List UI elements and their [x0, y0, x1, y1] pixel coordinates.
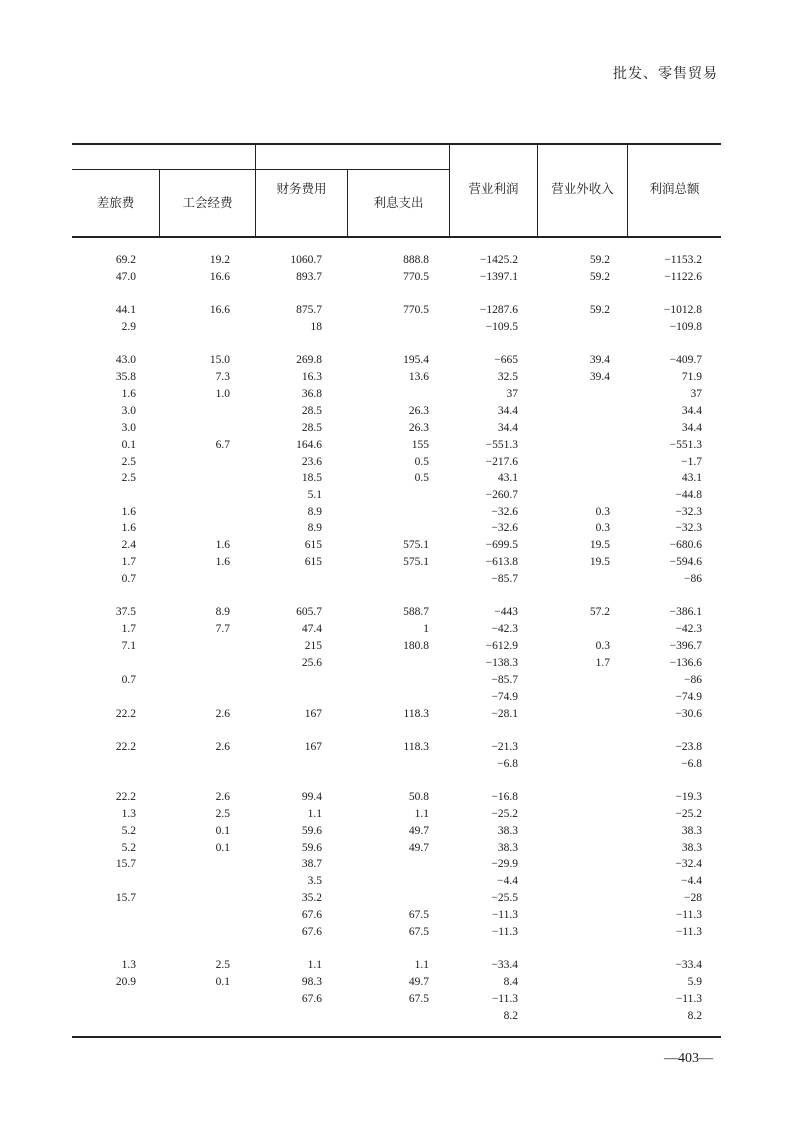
- table-cell: −86: [684, 573, 702, 585]
- table-cell: 37.5: [115, 606, 136, 618]
- table-cell: 1.7: [121, 556, 136, 568]
- table-cell: 43.0: [115, 354, 136, 366]
- table-cell: 47.0: [115, 271, 136, 283]
- table-cell: −409.7: [669, 354, 702, 366]
- table-cell: 38.7: [301, 858, 322, 870]
- table-cell: −396.7: [669, 640, 702, 652]
- table-cell: −11.3: [675, 993, 702, 1005]
- table-row: [72, 520, 721, 536]
- table-cell: −551.3: [485, 439, 518, 451]
- column-header: 营业利润: [468, 181, 519, 196]
- table-cell: 98.3: [301, 976, 322, 988]
- table-cell: −85.7: [491, 674, 518, 686]
- table-cell: 1060.7: [290, 254, 322, 266]
- table-cell: −74.9: [491, 691, 518, 703]
- table-cell: −28: [684, 892, 702, 904]
- table-cell: 167: [304, 708, 322, 720]
- table-cell: 22.2: [115, 741, 136, 753]
- table-cell: 22.2: [115, 791, 136, 803]
- table-cell: 37: [506, 388, 518, 400]
- table-cell: 26.3: [408, 405, 429, 417]
- table-row: [72, 840, 721, 856]
- table-cell: 269.8: [296, 354, 322, 366]
- table-cell: 3.5: [307, 875, 322, 887]
- table-cell: −1287.6: [479, 304, 518, 316]
- table-cell: 575.1: [403, 539, 429, 551]
- table-cell: 15.0: [209, 354, 230, 366]
- table-cell: 38.3: [681, 842, 702, 854]
- table-cell: 0.1: [215, 976, 230, 988]
- table-cell: 67.5: [408, 926, 429, 938]
- table-cell: 8.4: [503, 976, 518, 988]
- table-cell: 7.3: [215, 371, 230, 383]
- page-number: —403—: [664, 1051, 713, 1066]
- table-cell: 26.3: [408, 422, 429, 434]
- footer-rule: [72, 1036, 721, 1038]
- table-cell: 2.4: [121, 539, 136, 551]
- table-row: [72, 386, 721, 402]
- table-cell: −1425.2: [479, 254, 518, 266]
- table-cell: 2.5: [215, 808, 230, 820]
- table-cell: −594.6: [669, 556, 702, 568]
- table-cell: 6.7: [215, 439, 230, 451]
- table-cell: 575.1: [403, 556, 429, 568]
- table-cell: −138.3: [485, 657, 518, 669]
- table-cell: −29.9: [491, 858, 518, 870]
- table-cell: −16.8: [491, 791, 518, 803]
- table-cell: 71.9: [681, 371, 702, 383]
- table-cell: −1153.2: [664, 254, 702, 266]
- table-cell: 0.1: [215, 825, 230, 837]
- table-row: [72, 604, 721, 620]
- column-header: 财务费用: [276, 181, 327, 196]
- table-cell: 25.6: [301, 657, 322, 669]
- table-row: [72, 655, 721, 671]
- table-cell: 1.0: [215, 388, 230, 400]
- table-cell: 875.7: [296, 304, 322, 316]
- table-cell: −109.8: [669, 321, 702, 333]
- table-cell: 2.5: [121, 456, 136, 468]
- table-cell: 2.6: [215, 791, 230, 803]
- table-cell: 2.5: [121, 472, 136, 484]
- column-header: 工会经费: [182, 195, 233, 210]
- table-cell: 50.8: [408, 791, 429, 803]
- table-cell: 34.4: [681, 422, 702, 434]
- table-cell: 38.3: [497, 842, 518, 854]
- table-cell: −11.3: [491, 993, 518, 1005]
- table-cell: −1397.1: [479, 271, 518, 283]
- table-cell: −11.3: [491, 909, 518, 921]
- table-cell: −74.9: [675, 691, 702, 703]
- table-row: [72, 957, 721, 973]
- table-row: [72, 856, 721, 872]
- running-header: 批发、零售贸易: [613, 66, 718, 82]
- table-cell: 67.5: [408, 909, 429, 921]
- table-cell: 1.3: [121, 959, 136, 971]
- table-row: [72, 537, 721, 553]
- table-cell: 49.7: [408, 825, 429, 837]
- table-cell: −33.4: [675, 959, 702, 971]
- header-mid-rule-left: [72, 169, 255, 170]
- table-cell: 57.2: [589, 606, 610, 618]
- table-row: [72, 403, 721, 419]
- table-cell: 7.7: [215, 623, 230, 635]
- table-cell: 1.6: [121, 506, 136, 518]
- table-cell: −32.3: [675, 506, 702, 518]
- table-cell: 28.5: [301, 405, 322, 417]
- table-cell: 0.1: [121, 439, 136, 451]
- table-cell: 20.9: [115, 976, 136, 988]
- table-row: [72, 554, 721, 570]
- table-cell: −32.6: [491, 506, 518, 518]
- table-row: [72, 302, 721, 318]
- table-cell: 0.3: [595, 640, 610, 652]
- table-cell: 1.6: [215, 556, 230, 568]
- table-cell: −25.5: [491, 892, 518, 904]
- table-cell: 5.2: [121, 842, 136, 854]
- table-cell: 195.4: [403, 354, 429, 366]
- table-cell: 118.3: [403, 708, 429, 720]
- column-header: 利润总额: [649, 181, 700, 196]
- table-cell: −11.3: [491, 926, 518, 938]
- table-cell: −443: [494, 606, 518, 618]
- table-cell: −25.2: [491, 808, 518, 820]
- table-cell: 67.5: [408, 993, 429, 1005]
- table-cell: 1.1: [307, 959, 322, 971]
- table-row: [72, 269, 721, 285]
- table-cell: 28.5: [301, 422, 322, 434]
- table-row: [72, 924, 721, 940]
- table-cell: 1.6: [121, 522, 136, 534]
- table-cell: 49.7: [408, 842, 429, 854]
- table-cell: 19.5: [589, 539, 610, 551]
- table-cell: 8.2: [687, 1010, 702, 1022]
- table-cell: 44.1: [115, 304, 136, 316]
- table-cell: 1.7: [595, 657, 610, 669]
- table-cell: 5.2: [121, 825, 136, 837]
- table-cell: 16.6: [209, 304, 230, 316]
- table-cell: −386.1: [669, 606, 702, 618]
- table-row: [72, 352, 721, 368]
- table-cell: 32.5: [497, 371, 518, 383]
- table-cell: 43.1: [681, 472, 702, 484]
- table-cell: −32.4: [675, 858, 702, 870]
- table-cell: 155: [411, 439, 429, 451]
- table-cell: 5.9: [687, 976, 702, 988]
- table-cell: −30.6: [675, 708, 702, 720]
- table-cell: 3.0: [121, 405, 136, 417]
- table-cell: −4.4: [681, 875, 702, 887]
- table-row: [72, 621, 721, 637]
- table-cell: 0.1: [215, 842, 230, 854]
- table-cell: −42.3: [491, 623, 518, 635]
- table-cell: 38.3: [681, 825, 702, 837]
- table-row: [72, 1008, 721, 1024]
- table-cell: 49.7: [408, 976, 429, 988]
- table-cell: 7.1: [121, 640, 136, 652]
- table-cell: 167: [304, 741, 322, 753]
- table-cell: 67.6: [301, 926, 322, 938]
- table-cell: 15.7: [115, 892, 136, 904]
- table-row: [72, 890, 721, 906]
- table-cell: 8.2: [503, 1010, 518, 1022]
- table-cell: 0.7: [121, 573, 136, 585]
- table-cell: −11.3: [675, 926, 702, 938]
- table-row: [72, 789, 721, 805]
- table-cell: 0.5: [414, 472, 429, 484]
- table-row: [72, 487, 721, 503]
- table-cell: −109.5: [485, 321, 518, 333]
- table-cell: 34.4: [681, 405, 702, 417]
- table-cell: −86: [684, 674, 702, 686]
- table-cell: −33.4: [491, 959, 518, 971]
- table-cell: 18.5: [301, 472, 322, 484]
- table-cell: 1.1: [414, 808, 429, 820]
- table-row: [72, 739, 721, 755]
- table-cell: −699.5: [485, 539, 518, 551]
- table-cell: 39.4: [589, 354, 610, 366]
- table-cell: 39.4: [589, 371, 610, 383]
- table-cell: 13.6: [408, 371, 429, 383]
- table-cell: 35.8: [115, 371, 136, 383]
- table-cell: 59.2: [589, 254, 610, 266]
- table-cell: 893.7: [296, 271, 322, 283]
- table-cell: 1.1: [414, 959, 429, 971]
- table-row: [72, 806, 721, 822]
- table-cell: 34.4: [497, 405, 518, 417]
- table-cell: 47.4: [301, 623, 322, 635]
- table-cell: 19.5: [589, 556, 610, 568]
- table-cell: −6.8: [497, 758, 518, 770]
- table-cell: 2.9: [121, 321, 136, 333]
- table-cell: 1.7: [121, 623, 136, 635]
- table-row: [72, 823, 721, 839]
- table-cell: 1.3: [121, 808, 136, 820]
- table-cell: −613.8: [485, 556, 518, 568]
- table-cell: 23.6: [301, 456, 322, 468]
- table-cell: 1.6: [121, 388, 136, 400]
- table-row: [72, 991, 721, 1007]
- table-cell: −1.7: [681, 456, 702, 468]
- table-cell: 588.7: [403, 606, 429, 618]
- table-cell: 215: [304, 640, 322, 652]
- table-cell: 69.2: [115, 254, 136, 266]
- table-cell: 888.8: [403, 254, 429, 266]
- table-cell: −23.8: [675, 741, 702, 753]
- table-cell: 67.6: [301, 993, 322, 1005]
- table-cell: 59.6: [301, 842, 322, 854]
- header-bottom-rule: [72, 236, 721, 238]
- table-cell: 43.1: [497, 472, 518, 484]
- table-cell: 16.6: [209, 271, 230, 283]
- column-header: 利息支出: [373, 195, 424, 210]
- table-cell: 59.6: [301, 825, 322, 837]
- table-cell: −25.2: [675, 808, 702, 820]
- table-row: [72, 571, 721, 587]
- table-cell: −44.8: [675, 489, 702, 501]
- table-cell: 2.6: [215, 741, 230, 753]
- table-cell: −217.6: [485, 456, 518, 468]
- table-cell: 36.8: [301, 388, 322, 400]
- table-cell: 59.2: [589, 304, 610, 316]
- table-cell: 1.6: [215, 539, 230, 551]
- table-row: [72, 252, 721, 268]
- table-header: [72, 143, 721, 238]
- table-cell: 37: [690, 388, 702, 400]
- table-cell: 2.6: [215, 708, 230, 720]
- table-cell: −4.4: [497, 875, 518, 887]
- table-cell: −136.6: [669, 657, 702, 669]
- table-cell: −21.3: [491, 741, 518, 753]
- table-cell: 1.1: [307, 808, 322, 820]
- header-top-rule: [72, 143, 721, 145]
- table-cell: −680.6: [669, 539, 702, 551]
- table-cell: −612.9: [485, 640, 518, 652]
- table-row: [72, 672, 721, 688]
- table-cell: 67.6: [301, 909, 322, 921]
- table-row: [72, 706, 721, 722]
- table-cell: 180.8: [403, 640, 429, 652]
- table-cell: 38.3: [497, 825, 518, 837]
- table-cell: 0.3: [595, 522, 610, 534]
- table-cell: 15.7: [115, 858, 136, 870]
- table-cell: 0.7: [121, 674, 136, 686]
- table-cell: 19.2: [209, 254, 230, 266]
- table-cell: 770.5: [403, 271, 429, 283]
- table-cell: −28.1: [491, 708, 518, 720]
- table-cell: −32.3: [675, 522, 702, 534]
- table-cell: 8.9: [215, 606, 230, 618]
- table-cell: −260.7: [485, 489, 518, 501]
- table-cell: −85.7: [491, 573, 518, 585]
- column-header: 差旅费: [96, 195, 135, 210]
- table-cell: 118.3: [403, 741, 429, 753]
- table-cell: 34.4: [497, 422, 518, 434]
- table-row: [72, 454, 721, 470]
- table-cell: −1012.8: [663, 304, 702, 316]
- table-row: [72, 319, 721, 335]
- table-row: [72, 420, 721, 436]
- table-cell: 0.5: [414, 456, 429, 468]
- table-cell: 22.2: [115, 708, 136, 720]
- table-row: [72, 504, 721, 520]
- table-cell: 2.5: [215, 959, 230, 971]
- table-cell: 16.3: [301, 371, 322, 383]
- table-row: [72, 437, 721, 453]
- table-cell: 59.2: [589, 271, 610, 283]
- table-cell: 99.4: [301, 791, 322, 803]
- table-cell: 3.0: [121, 422, 136, 434]
- table-cell: 18: [310, 321, 322, 333]
- table-cell: −19.3: [675, 791, 702, 803]
- header-mid-rule-right: [255, 169, 449, 170]
- column-header: 营业外收入: [551, 181, 614, 196]
- table-row: [72, 974, 721, 990]
- table-cell: −1122.6: [664, 271, 702, 283]
- table-cell: −42.3: [675, 623, 702, 635]
- table-cell: 8.9: [307, 506, 322, 518]
- table-cell: 770.5: [403, 304, 429, 316]
- table-cell: −32.6: [491, 522, 518, 534]
- table-row: [72, 873, 721, 889]
- table-cell: −665: [494, 354, 518, 366]
- table-cell: 0.3: [595, 506, 610, 518]
- table-row: [72, 638, 721, 654]
- table-row: [72, 369, 721, 385]
- table-cell: 5.1: [307, 489, 322, 501]
- table-cell: 615: [304, 556, 322, 568]
- table-cell: 8.9: [307, 522, 322, 534]
- table-cell: 1: [423, 623, 429, 635]
- table-cell: 164.6: [296, 439, 322, 451]
- table-row: [72, 756, 721, 772]
- table-cell: 615: [304, 539, 322, 551]
- table-row: [72, 907, 721, 923]
- table-cell: −551.3: [669, 439, 702, 451]
- table-cell: −11.3: [675, 909, 702, 921]
- table-cell: −6.8: [681, 758, 702, 770]
- table-row: [72, 689, 721, 705]
- table-row: [72, 470, 721, 486]
- table-cell: 35.2: [301, 892, 322, 904]
- table-cell: 605.7: [296, 606, 322, 618]
